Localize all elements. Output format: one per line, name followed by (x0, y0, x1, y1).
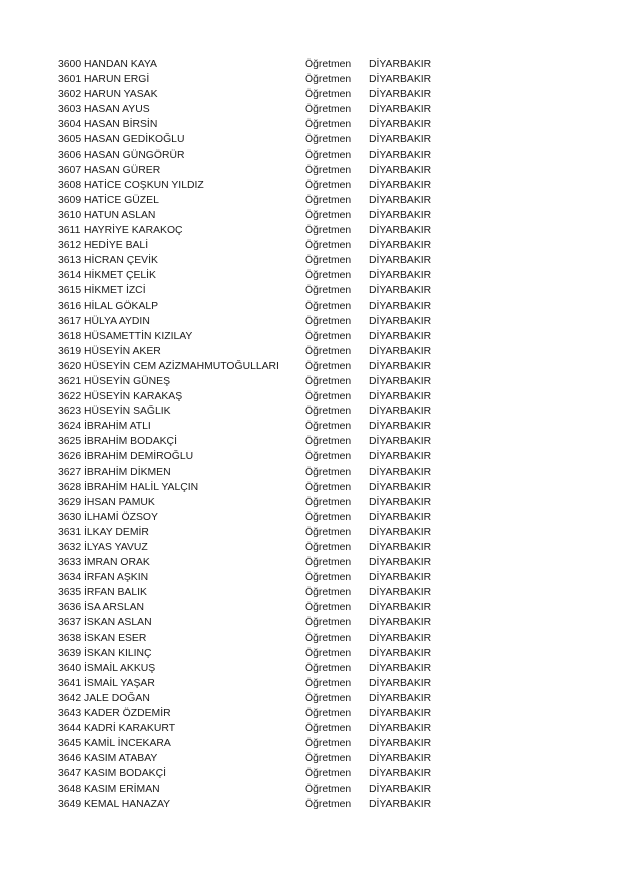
job-title: Öğretmen (305, 526, 352, 538)
city-name: DİYARBAKIR (369, 119, 432, 131)
row-number: 3648 (58, 783, 82, 795)
personnel-list (58, 57, 578, 812)
person-name: KASIM ERİMAN (84, 783, 160, 795)
list-row (58, 57, 578, 72)
list-row (58, 540, 578, 555)
city-name: DİYARBAKIR (369, 647, 432, 659)
city-name: DİYARBAKIR (369, 496, 432, 508)
row-number: 3619 (58, 345, 82, 357)
list-row (58, 782, 578, 797)
list-row (58, 585, 578, 600)
job-title: Öğretmen (305, 753, 352, 765)
list-row (58, 117, 578, 132)
list-row (58, 193, 578, 208)
person-name: JALE DOĞAN (84, 692, 150, 704)
row-number: 3634 (58, 572, 82, 584)
person-name: HÜSEYİN KARAKAŞ (84, 391, 183, 403)
city-name: DİYARBAKIR (369, 617, 432, 629)
row-number: 3632 (58, 542, 82, 553)
job-title: Öğretmen (305, 74, 352, 86)
city-name: DİYARBAKIR (369, 572, 432, 584)
row-number: 3620 (58, 360, 82, 372)
list-row (58, 495, 578, 510)
city-name: DİYARBAKIR (369, 285, 432, 297)
list-row (58, 374, 578, 389)
city-name: DİYARBAKIR (369, 104, 432, 116)
person-name: İBRAHİM DİKMEN (84, 466, 171, 478)
person-name: HÜSEYİN SAĞLIK (84, 406, 171, 418)
list-row (58, 404, 578, 419)
list-row (58, 631, 578, 646)
person-name: İSA ARSLAN (84, 602, 145, 614)
row-number: 3630 (58, 511, 82, 523)
row-number: 3623 (58, 406, 82, 418)
row-number: 3644 (58, 723, 82, 735)
job-title: Öğretmen (305, 587, 352, 599)
city-name: DİYARBAKIR (369, 632, 432, 644)
city-name: DİYARBAKIR (369, 753, 432, 765)
row-number: 3636 (58, 602, 82, 614)
city-name: DİYARBAKIR (369, 315, 432, 327)
job-title: Öğretmen (305, 783, 352, 795)
list-row (58, 570, 578, 585)
row-number: 3601 (58, 74, 82, 86)
row-number: 3606 (58, 149, 82, 161)
city-name: DİYARBAKIR (369, 209, 432, 221)
row-number: 3646 (58, 753, 82, 765)
person-name: HASAN AYUS (84, 104, 150, 116)
person-name: HAYRİYE KARAKOÇ (84, 225, 183, 237)
job-title: Öğretmen (305, 89, 352, 101)
list-row (58, 449, 578, 464)
city-name: DİYARBAKIR (369, 708, 432, 720)
job-title: Öğretmen (305, 677, 352, 689)
person-name: İRFAN AŞKIN (84, 572, 149, 584)
person-name: İHSAN PAMUK (84, 496, 155, 508)
list-row (58, 132, 578, 147)
list-row (58, 676, 578, 691)
job-title: Öğretmen (305, 481, 352, 493)
city-name: DİYARBAKIR (369, 466, 432, 478)
city-name: DİYARBAKIR (369, 270, 432, 282)
job-title: Öğretmen (305, 647, 352, 659)
row-number: 3614 (58, 270, 82, 282)
city-name: DİYARBAKIR (369, 255, 432, 267)
city-name: DİYARBAKIR (369, 240, 432, 252)
city-name: DİYARBAKIR (369, 345, 432, 357)
list-row (58, 178, 578, 193)
list-row (58, 283, 578, 298)
row-number: 3638 (58, 632, 82, 644)
list-row (58, 766, 578, 781)
person-name: HATİCE COŞKUN YILDIZ (84, 179, 204, 191)
city-name: DİYARBAKIR (369, 677, 432, 689)
person-name: İSKAN ESER (84, 632, 147, 644)
list-row (58, 736, 578, 751)
person-name: HARUN YASAK (84, 89, 158, 101)
list-row (58, 480, 578, 495)
job-title: Öğretmen (305, 134, 352, 146)
list-row (58, 208, 578, 223)
job-title: Öğretmen (305, 179, 352, 191)
job-title: Öğretmen (305, 315, 352, 327)
job-title: Öğretmen (305, 255, 352, 267)
city-name: DİYARBAKIR (369, 602, 432, 614)
list-row (58, 389, 578, 404)
city-name: DİYARBAKIR (369, 406, 432, 418)
city-name: DİYARBAKIR (369, 738, 432, 750)
city-name: DİYARBAKIR (369, 134, 432, 146)
job-title: Öğretmen (305, 511, 352, 523)
row-number: 3625 (58, 436, 82, 448)
list-row (58, 359, 578, 374)
list-row (58, 163, 578, 178)
job-title: Öğretmen (305, 798, 352, 810)
person-name: İSKAN KILINÇ (84, 647, 152, 659)
city-name: DİYARBAKIR (369, 542, 432, 553)
list-row (58, 299, 578, 314)
list-row (58, 102, 578, 117)
list-row (58, 646, 578, 661)
job-title: Öğretmen (305, 209, 352, 221)
list-row (58, 268, 578, 283)
person-name: İSMAİL AKKUŞ (84, 662, 156, 674)
person-name: İBRAHİM ATLI (84, 421, 151, 433)
job-title: Öğretmen (305, 632, 352, 644)
list-row (58, 344, 578, 359)
person-name: HİCRAN ÇEVİK (84, 255, 158, 267)
city-name: DİYARBAKIR (369, 300, 432, 312)
row-number: 3621 (58, 375, 82, 387)
row-number: 3600 (58, 59, 82, 70)
list-row (58, 87, 578, 102)
person-name: İLHAMİ ÖZSOY (84, 511, 158, 523)
job-title: Öğretmen (305, 617, 352, 629)
list-row (58, 661, 578, 676)
list-row (58, 555, 578, 570)
person-name: HASAN GÜRER (84, 164, 161, 176)
job-title: Öğretmen (305, 662, 352, 674)
row-number: 3627 (58, 466, 82, 478)
row-number: 3613 (58, 255, 82, 267)
person-name: HATİCE GÜZEL (84, 194, 159, 206)
list-row (58, 72, 578, 87)
person-name: HİKMET ÇELİK (84, 270, 156, 282)
job-title: Öğretmen (305, 164, 352, 176)
person-name: HİLAL GÖKALP (84, 300, 159, 312)
list-row (58, 797, 578, 812)
person-name: KASIM BODAKÇİ (84, 768, 166, 780)
person-name: HASAN GÜNGÖRÜR (84, 149, 185, 161)
city-name: DİYARBAKIR (369, 330, 432, 342)
person-name: HATUN ASLAN (84, 209, 156, 221)
person-name: HÜSEYİN AKER (84, 345, 161, 357)
city-name: DİYARBAKIR (369, 587, 432, 599)
row-number: 3637 (58, 617, 82, 629)
person-name: HASAN BİRSİN (84, 119, 158, 131)
list-row (58, 615, 578, 630)
person-name: KADER ÖZDEMİR (84, 708, 171, 720)
row-number: 3602 (58, 89, 82, 101)
person-name: İSKAN ASLAN (84, 617, 152, 629)
list-row (58, 510, 578, 525)
city-name: DİYARBAKIR (369, 391, 432, 403)
person-name: HASAN GEDİKOĞLU (84, 134, 185, 146)
row-number: 3603 (58, 104, 82, 116)
row-number: 3611 (58, 225, 81, 237)
job-title: Öğretmen (305, 345, 352, 357)
city-name: DİYARBAKIR (369, 662, 432, 674)
city-name: DİYARBAKIR (369, 360, 432, 372)
row-number: 3607 (58, 164, 82, 176)
job-title: Öğretmen (305, 557, 352, 569)
row-number: 3622 (58, 391, 82, 403)
person-name: HÜSAMETTİN KIZILAY (84, 330, 193, 342)
city-name: DİYARBAKIR (369, 723, 432, 735)
job-title: Öğretmen (305, 360, 352, 372)
job-title: Öğretmen (305, 692, 352, 704)
job-title: Öğretmen (305, 375, 352, 387)
job-title: Öğretmen (305, 104, 352, 116)
person-name: İBRAHİM DEMİROĞLU (84, 451, 194, 463)
city-name: DİYARBAKIR (369, 557, 432, 569)
list-row (58, 706, 578, 721)
person-name: HÜSEYİN CEM AZİZMAHMUTOĞULLARI (84, 360, 279, 372)
job-title: Öğretmen (305, 119, 352, 131)
row-number: 3626 (58, 451, 82, 463)
list-row (58, 465, 578, 480)
city-name: DİYARBAKIR (369, 149, 432, 161)
job-title: Öğretmen (305, 738, 352, 750)
person-name: HARUN ERGİ (84, 74, 150, 86)
city-name: DİYARBAKIR (369, 179, 432, 191)
job-title: Öğretmen (305, 768, 352, 780)
person-name: İBRAHİM HALİL YALÇIN (84, 481, 199, 493)
job-title: Öğretmen (305, 330, 352, 342)
city-name: DİYARBAKIR (369, 59, 432, 70)
city-name: DİYARBAKIR (369, 692, 432, 704)
city-name: DİYARBAKIR (369, 375, 432, 387)
city-name: DİYARBAKIR (369, 164, 432, 176)
job-title: Öğretmen (305, 421, 352, 433)
job-title: Öğretmen (305, 602, 352, 614)
person-name: HEDİYE BALİ (84, 240, 149, 252)
person-name: KAMİL İNCEKARA (84, 738, 171, 750)
row-number: 3641 (58, 677, 82, 689)
row-number: 3628 (58, 481, 82, 493)
city-name: DİYARBAKIR (369, 225, 432, 237)
row-number: 3633 (58, 557, 82, 569)
job-title: Öğretmen (305, 723, 352, 735)
person-name: İLYAS YAVUZ (84, 542, 148, 553)
list-row (58, 434, 578, 449)
city-name: DİYARBAKIR (369, 74, 432, 86)
job-title: Öğretmen (305, 496, 352, 508)
list-row (58, 238, 578, 253)
row-number: 3642 (58, 692, 82, 704)
city-name: DİYARBAKIR (369, 421, 432, 433)
row-number: 3639 (58, 647, 82, 659)
row-number: 3640 (58, 662, 82, 674)
person-name: İSMAİL YAŞAR (84, 677, 155, 689)
list-row (58, 751, 578, 766)
job-title: Öğretmen (305, 406, 352, 418)
row-number: 3610 (58, 209, 82, 221)
job-title: Öğretmen (305, 451, 352, 463)
row-number: 3605 (58, 134, 82, 146)
city-name: DİYARBAKIR (369, 89, 432, 101)
list-row (58, 600, 578, 615)
list-row (58, 721, 578, 736)
city-name: DİYARBAKIR (369, 798, 432, 810)
city-name: DİYARBAKIR (369, 436, 432, 448)
list-row (58, 253, 578, 268)
row-number: 3635 (58, 587, 82, 599)
city-name: DİYARBAKIR (369, 783, 432, 795)
job-title: Öğretmen (305, 194, 352, 206)
job-title: Öğretmen (305, 285, 352, 297)
person-name: İLKAY DEMİR (84, 526, 149, 538)
person-name: İBRAHİM BODAKÇİ (84, 436, 177, 448)
job-title: Öğretmen (305, 240, 352, 252)
row-number: 3649 (58, 798, 82, 810)
row-number: 3631 (58, 526, 82, 538)
list-row (58, 314, 578, 329)
person-name: İRFAN BALIK (84, 587, 147, 599)
city-name: DİYARBAKIR (369, 451, 432, 463)
job-title: Öğretmen (305, 149, 352, 161)
city-name: DİYARBAKIR (369, 511, 432, 523)
person-name: HANDAN KAYA (84, 59, 157, 70)
city-name: DİYARBAKIR (369, 526, 432, 538)
row-number: 3618 (58, 330, 82, 342)
job-title: Öğretmen (305, 436, 352, 448)
row-number: 3615 (58, 285, 82, 297)
person-name: HÜSEYİN GÜNEŞ (84, 375, 171, 387)
list-row (58, 691, 578, 706)
job-title: Öğretmen (305, 572, 352, 584)
row-number: 3645 (58, 738, 82, 750)
row-number: 3608 (58, 179, 82, 191)
row-number: 3643 (58, 708, 82, 720)
person-name: HİKMET İZCİ (84, 285, 146, 297)
city-name: DİYARBAKIR (369, 768, 432, 780)
person-name: KEMAL HANAZAY (84, 798, 171, 810)
person-name: KADRİ KARAKURT (84, 723, 176, 735)
list-row (58, 419, 578, 434)
row-number: 3629 (58, 496, 82, 508)
job-title: Öğretmen (305, 59, 352, 70)
list-row (58, 148, 578, 163)
list-row (58, 525, 578, 540)
list-row (58, 223, 578, 238)
job-title: Öğretmen (305, 225, 352, 237)
person-name: KASIM ATABAY (84, 753, 158, 765)
job-title: Öğretmen (305, 542, 352, 553)
job-title: Öğretmen (305, 466, 352, 478)
row-number: 3604 (58, 119, 82, 131)
city-name: DİYARBAKIR (369, 194, 432, 206)
row-number: 3624 (58, 421, 82, 433)
job-title: Öğretmen (305, 708, 352, 720)
list-row (58, 329, 578, 344)
person-name: İMRAN ORAK (84, 557, 150, 569)
row-number: 3617 (58, 315, 82, 327)
row-number: 3612 (58, 240, 82, 252)
job-title: Öğretmen (305, 391, 352, 403)
job-title: Öğretmen (305, 300, 352, 312)
person-name: HÜLYA AYDIN (84, 315, 150, 327)
row-number: 3616 (58, 300, 82, 312)
row-number: 3609 (58, 194, 82, 206)
city-name: DİYARBAKIR (369, 481, 432, 493)
row-number: 3647 (58, 768, 82, 780)
job-title: Öğretmen (305, 270, 352, 282)
